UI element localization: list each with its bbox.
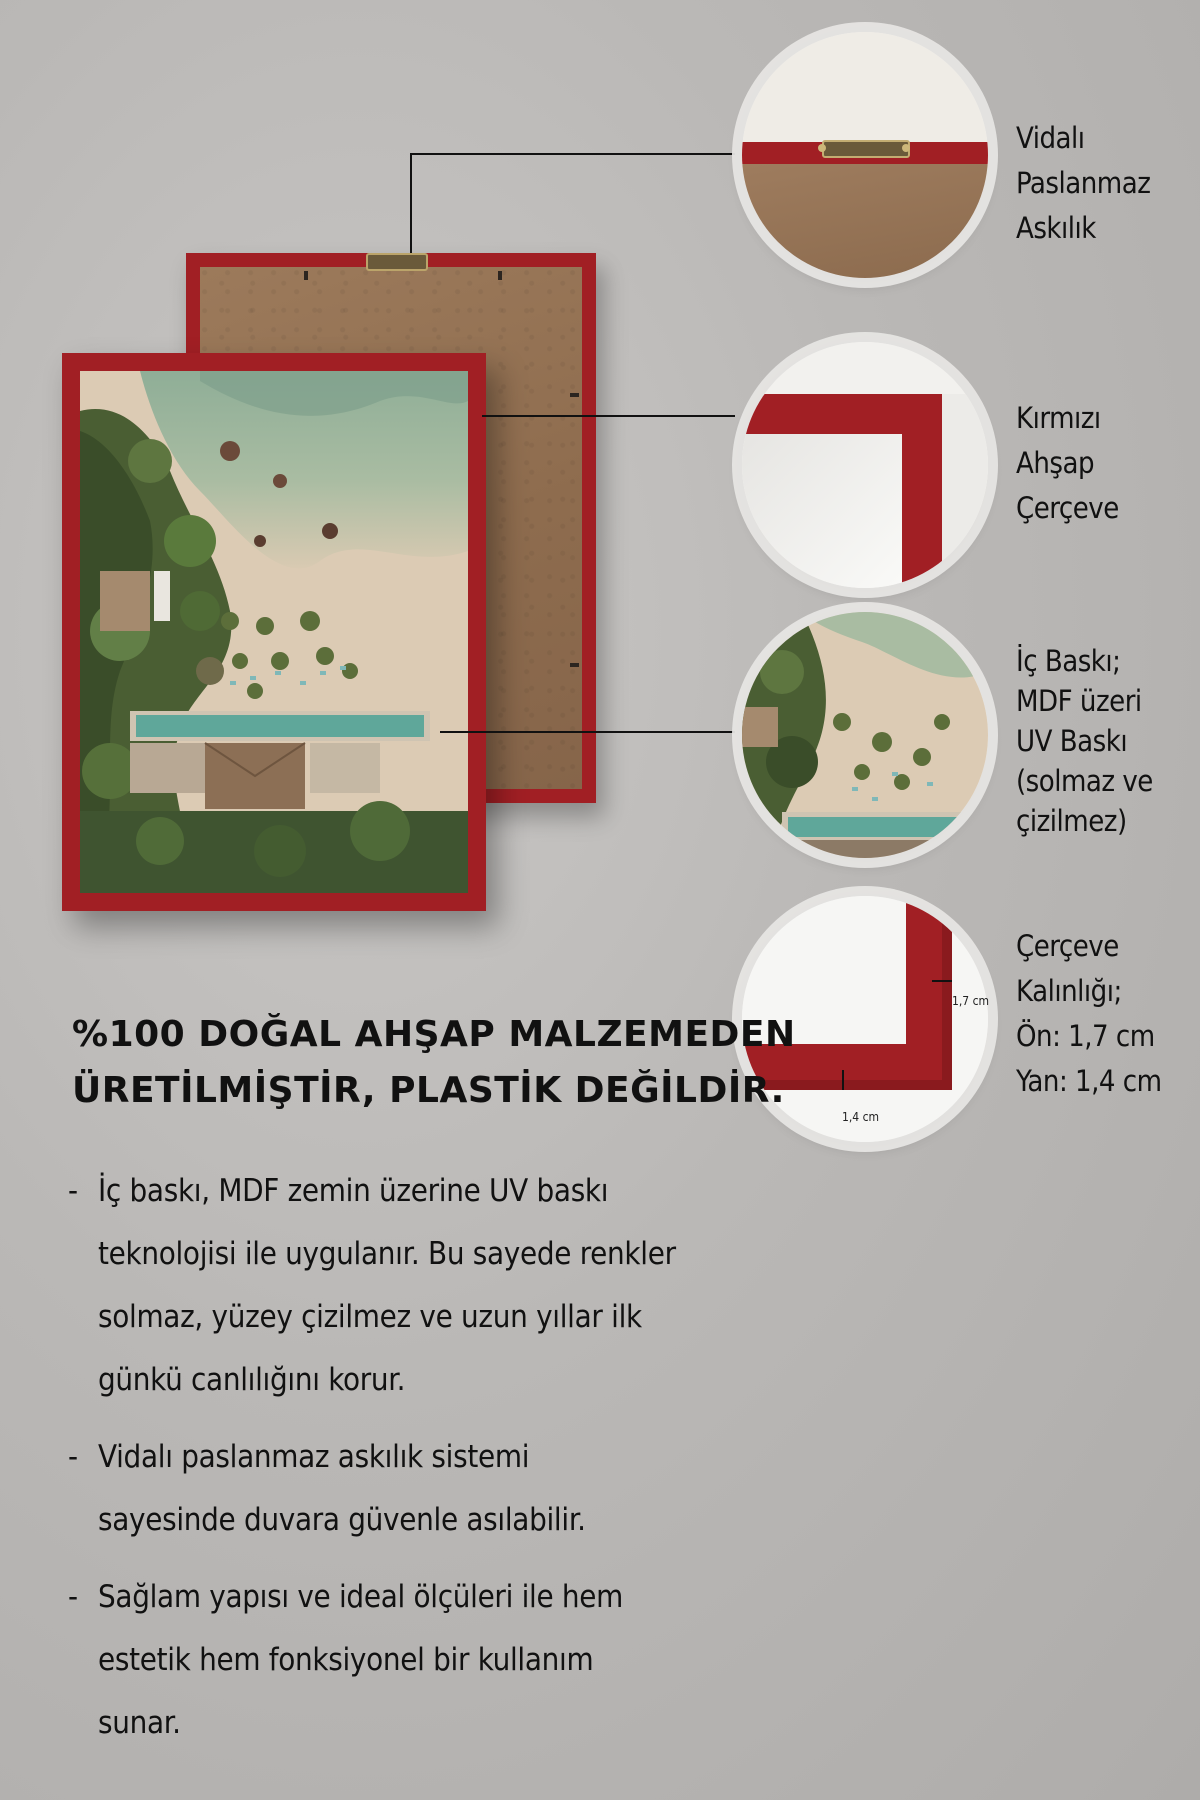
hanger-detail-circle <box>742 32 988 278</box>
front-dimension-label: 1,7 cm <box>952 994 990 1008</box>
back-clip <box>570 663 579 667</box>
headline-line: ÜRETİLMİŞTİR, PLASTİK DEĞİLDİR. <box>72 1070 785 1111</box>
back-clip <box>570 393 579 397</box>
bullet-dash: - <box>68 1579 78 1615</box>
side-dimension-marker <box>842 1070 844 1090</box>
feature-text: Vidalı paslanmaz askılık sistemi sayesinde duvara güvenle asılabilir. <box>98 1439 586 1538</box>
screw-icon <box>818 144 826 152</box>
connector-line <box>440 731 735 733</box>
print-detail-circle <box>742 612 988 858</box>
frame-front-view <box>62 353 486 911</box>
back-clip <box>304 271 308 280</box>
hanger-bracket-icon <box>822 140 910 158</box>
feature-text: Sağlam yapısı ve ideal ölçüleri ile hem estetik hem fonksiyonel bir kullanım sunar. <box>98 1579 624 1741</box>
aerial-beach-illustration <box>80 371 468 893</box>
hanger-icon <box>366 253 428 271</box>
print-zoom-illustration <box>742 612 988 858</box>
connector-line <box>410 153 412 253</box>
feature-item <box>68 1160 808 1412</box>
bullet-dash: - <box>68 1439 78 1475</box>
feature-text: İç baskı, MDF zemin üzerine UV baskı teknolojisi ile uygulanır. Bu sayede renkler solmaz, yüzey çizilmez ve uzun yıllar ilk günkü canlılığını korur. <box>98 1173 676 1398</box>
side-dimension-label: 1,4 cm <box>842 1110 880 1124</box>
material-headline <box>72 1007 796 1119</box>
headline-line: %100 DOĞAL AHŞAP MALZEMEDEN <box>72 1014 796 1055</box>
callout-print-label: İç Baskı; MDF üzeri UV Baskı (solmaz ve çizilmez) <box>1016 644 1153 838</box>
frame-corner-circle <box>742 342 988 588</box>
callout-hanger-label: Vidalı Paslanmaz Askılık <box>1016 121 1151 245</box>
connector-line <box>482 415 735 417</box>
back-clip <box>498 271 502 280</box>
feature-item <box>68 1566 808 1755</box>
screw-icon <box>902 144 910 152</box>
callout-frame-label: Kırmızı Ahşap Çerçeve <box>1016 401 1119 525</box>
connector-line <box>410 153 735 155</box>
bullet-dash: - <box>68 1173 78 1209</box>
feature-list <box>68 1160 808 1769</box>
beach-resort-photo <box>80 371 468 893</box>
feature-item <box>68 1426 808 1552</box>
front-dimension-marker <box>932 980 952 982</box>
callout-thickness-label: Çerçeve Kalınlığı; Ön: 1,7 cm Yan: 1,4 cm <box>1016 929 1162 1098</box>
